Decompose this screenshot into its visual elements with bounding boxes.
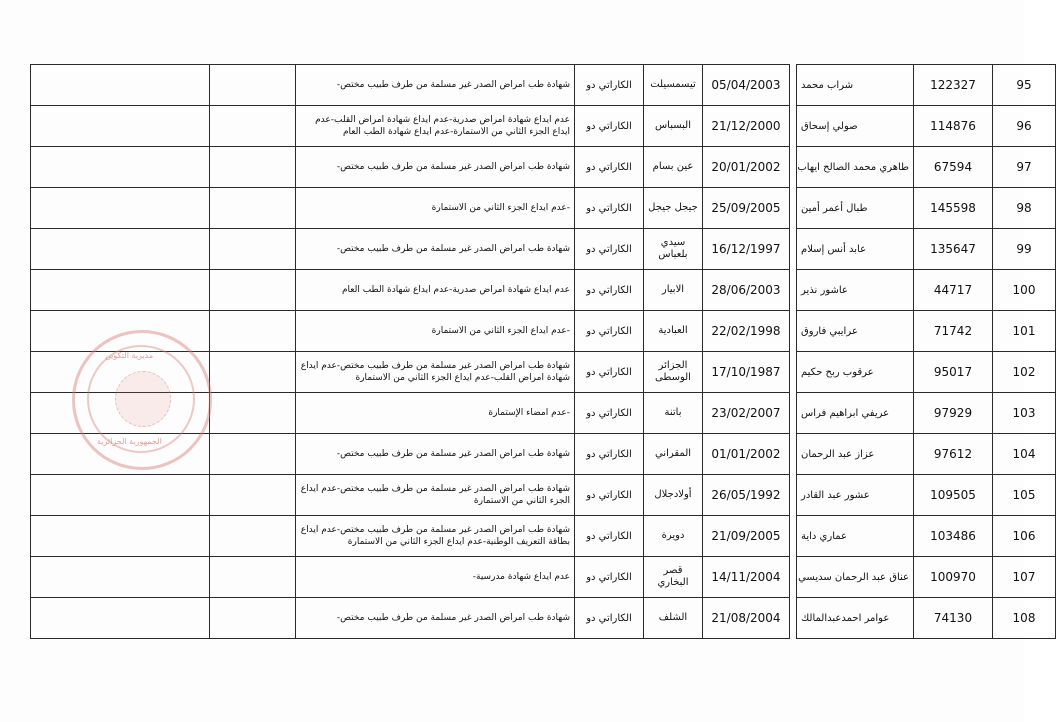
birthplace-cell: أولادجلال — [644, 475, 703, 516]
observation-cell: -عدم ايداع الجزء الثاني من الاستمارة — [296, 188, 575, 229]
specialty-cell: الكاراتي دو — [575, 598, 644, 639]
observation-cell: شهادة طب امراض الصدر غير مسلمة من طرف طبيب مختص-عدم ايداع بطاقة التعريف الوطنية-عدم ايداع الجزء الثاني من الاستمارة — [296, 516, 575, 557]
code-cell: 145598 — [914, 188, 993, 229]
observation-cell: شهادة طب امراض الصدر غير مسلمة من طرف طبيب مختص- — [296, 65, 575, 106]
observation-cell: شهادة طب امراض الصدر غير مسلمة من طرف طبيب مختص-عدم ايداع شهادة امراض القلب-عدم ايداع الجزء الثاني من الاستمارة — [296, 352, 575, 393]
birthdate-cell: 14/11/2004 — [703, 557, 790, 598]
name-cell: صولي إسحاق — [797, 106, 914, 147]
birthdate-cell: 21/12/2000 — [703, 106, 790, 147]
name-cell: عزاز عبد الرحمان — [797, 434, 914, 475]
table-row — [31, 106, 1056, 147]
row-number-cell: 97 — [993, 147, 1056, 188]
code-cell: 122327 — [914, 65, 993, 106]
birthdate-cell: 05/04/2003 — [703, 65, 790, 106]
specialty-cell: الكاراتي دو — [575, 65, 644, 106]
birthplace-cell: الابيار — [644, 270, 703, 311]
empty-cell — [31, 106, 210, 147]
observation-cell: عدم ايداع شهادة امراض صدرية-عدم ايداع شهادة امراض القلب-عدم ايداع الجزء الثاني من الاستمارة-عدم ايداع شهادة الطب العام — [296, 106, 575, 147]
table-row — [31, 65, 1056, 106]
specialty-cell: الكاراتي دو — [575, 557, 644, 598]
code-cell: 74130 — [914, 598, 993, 639]
birthplace-cell: الجزائر الوسطى — [644, 352, 703, 393]
table-row — [31, 147, 1056, 188]
empty-cell — [31, 270, 210, 311]
row-number-cell: 98 — [993, 188, 1056, 229]
table-row — [31, 229, 1056, 270]
code-cell: 103486 — [914, 516, 993, 557]
specialty-cell: الكاراتي دو — [575, 352, 644, 393]
empty-cell — [31, 598, 210, 639]
column-gap — [790, 106, 797, 147]
specialty-cell: الكاراتي دو — [575, 516, 644, 557]
row-number-cell: 96 — [993, 106, 1056, 147]
row-number-cell: 104 — [993, 434, 1056, 475]
row-number-cell: 99 — [993, 229, 1056, 270]
empty-cell — [210, 434, 296, 475]
specialty-cell: الكاراتي دو — [575, 188, 644, 229]
specialty-cell: الكاراتي دو — [575, 106, 644, 147]
empty-cell — [210, 229, 296, 270]
birthdate-cell: 17/10/1987 — [703, 352, 790, 393]
column-gap — [790, 147, 797, 188]
column-gap — [790, 516, 797, 557]
empty-cell — [31, 229, 210, 270]
column-gap — [790, 557, 797, 598]
empty-cell — [31, 147, 210, 188]
name-cell: عاشور نذير — [797, 270, 914, 311]
name-cell: عرقوب ربح حكيم — [797, 352, 914, 393]
stamp-text-bottom: الجمهورية الجزائرية — [97, 437, 162, 446]
empty-cell — [210, 352, 296, 393]
code-cell: 97612 — [914, 434, 993, 475]
name-cell: عوامر احمدعبدالمالك — [797, 598, 914, 639]
empty-cell — [210, 557, 296, 598]
name-cell: عشور عبد القادر — [797, 475, 914, 516]
empty-cell — [210, 516, 296, 557]
row-number-cell: 107 — [993, 557, 1056, 598]
birthdate-cell: 20/01/2002 — [703, 147, 790, 188]
row-number-cell: 108 — [993, 598, 1056, 639]
empty-cell — [210, 598, 296, 639]
code-cell: 109505 — [914, 475, 993, 516]
observation-cell: شهادة طب امراض الصدر غير مسلمة من طرف طبيب مختص-عدم ايداع الجزء الثاني من الاستمارة — [296, 475, 575, 516]
table-row — [31, 270, 1056, 311]
birthdate-cell: 21/09/2005 — [703, 516, 790, 557]
table-row — [31, 557, 1056, 598]
column-gap — [790, 475, 797, 516]
birthplace-cell: دويرة — [644, 516, 703, 557]
name-cell: عريفي ابراهيم فراس — [797, 393, 914, 434]
empty-cell — [210, 106, 296, 147]
observation-cell: عدم ايداع شهادة مدرسية- — [296, 557, 575, 598]
column-gap — [790, 393, 797, 434]
row-number-cell: 105 — [993, 475, 1056, 516]
observation-cell: -عدم ايداع الجزء الثاني من الاستمارة — [296, 311, 575, 352]
table-row — [31, 475, 1056, 516]
observation-cell: -عدم امضاء الإستمارة — [296, 393, 575, 434]
observation-cell: شهادة طب امراض الصدر غير مسلمة من طرف طبيب مختص- — [296, 598, 575, 639]
birthplace-cell: المقراني — [644, 434, 703, 475]
birthplace-cell: العبادية — [644, 311, 703, 352]
row-number-cell: 103 — [993, 393, 1056, 434]
name-cell: عماري داية — [797, 516, 914, 557]
specialty-cell: الكاراتي دو — [575, 311, 644, 352]
observation-cell: عدم ايداع شهادة امراض صدرية-عدم ايداع شهادة الطب العام — [296, 270, 575, 311]
column-gap — [790, 65, 797, 106]
specialty-cell: الكاراتي دو — [575, 147, 644, 188]
empty-cell — [210, 311, 296, 352]
empty-cell — [210, 188, 296, 229]
empty-cell — [210, 65, 296, 106]
specialty-cell: الكاراتي دو — [575, 434, 644, 475]
birthdate-cell: 23/02/2007 — [703, 393, 790, 434]
code-cell: 114876 — [914, 106, 993, 147]
row-number-cell: 101 — [993, 311, 1056, 352]
empty-cell — [31, 65, 210, 106]
row-number-cell: 102 — [993, 352, 1056, 393]
code-cell: 135647 — [914, 229, 993, 270]
code-cell: 71742 — [914, 311, 993, 352]
birthdate-cell: 28/06/2003 — [703, 270, 790, 311]
official-stamp — [72, 330, 212, 470]
birthplace-cell: عين بسام — [644, 147, 703, 188]
name-cell: عابد أنس إسلام — [797, 229, 914, 270]
empty-cell — [31, 188, 210, 229]
column-gap — [790, 352, 797, 393]
birthdate-cell: 01/01/2002 — [703, 434, 790, 475]
column-gap — [790, 188, 797, 229]
empty-cell — [210, 475, 296, 516]
row-number-cell: 95 — [993, 65, 1056, 106]
birthplace-cell: سيدي بلعباس — [644, 229, 703, 270]
stamp-emblem — [115, 371, 171, 427]
birthplace-cell: البسباس — [644, 106, 703, 147]
observation-cell: شهادة طب امراض الصدر غير مسلمة من طرف طبيب مختص- — [296, 229, 575, 270]
observation-cell: شهادة طب امراض الصدر غير مسلمة من طرف طبيب مختص- — [296, 147, 575, 188]
column-gap — [790, 229, 797, 270]
name-cell: طبال أعمر أمين — [797, 188, 914, 229]
empty-cell — [31, 557, 210, 598]
column-gap — [790, 434, 797, 475]
code-cell: 95017 — [914, 352, 993, 393]
column-gap — [790, 270, 797, 311]
birthplace-cell: جيجل جيجل — [644, 188, 703, 229]
code-cell: 44717 — [914, 270, 993, 311]
observation-cell: شهادة طب امراض الصدر غير مسلمة من طرف طبيب مختص- — [296, 434, 575, 475]
specialty-cell: الكاراتي دو — [575, 229, 644, 270]
birthplace-cell: تيسمسيلت — [644, 65, 703, 106]
empty-cell — [31, 475, 210, 516]
birthplace-cell: قصر البخاري — [644, 557, 703, 598]
code-cell: 100970 — [914, 557, 993, 598]
birthdate-cell: 25/09/2005 — [703, 188, 790, 229]
empty-cell — [210, 393, 296, 434]
birthplace-cell: الشلف — [644, 598, 703, 639]
code-cell: 67594 — [914, 147, 993, 188]
birthplace-cell: باتنة — [644, 393, 703, 434]
specialty-cell: الكاراتي دو — [575, 393, 644, 434]
column-gap — [790, 598, 797, 639]
birthdate-cell: 26/05/1992 — [703, 475, 790, 516]
birthdate-cell: 21/08/2004 — [703, 598, 790, 639]
code-cell: 97929 — [914, 393, 993, 434]
empty-cell — [210, 147, 296, 188]
specialty-cell: الكاراتي دو — [575, 270, 644, 311]
stamp-text-top: مديرية التكوين — [105, 351, 154, 360]
birthdate-cell: 16/12/1997 — [703, 229, 790, 270]
table-row — [31, 516, 1056, 557]
empty-cell — [210, 270, 296, 311]
name-cell: عناق عبد الرحمان سديسي — [797, 557, 914, 598]
name-cell: طاهري محمد الصالح ايهاب — [797, 147, 914, 188]
birthdate-cell: 22/02/1998 — [703, 311, 790, 352]
specialty-cell: الكاراتي دو — [575, 475, 644, 516]
name-cell: عرايبي فاروق — [797, 311, 914, 352]
name-cell: شراب محمد — [797, 65, 914, 106]
column-gap — [790, 311, 797, 352]
table-row — [31, 188, 1056, 229]
row-number-cell: 106 — [993, 516, 1056, 557]
empty-cell — [31, 516, 210, 557]
table-row — [31, 598, 1056, 639]
row-number-cell: 100 — [993, 270, 1056, 311]
